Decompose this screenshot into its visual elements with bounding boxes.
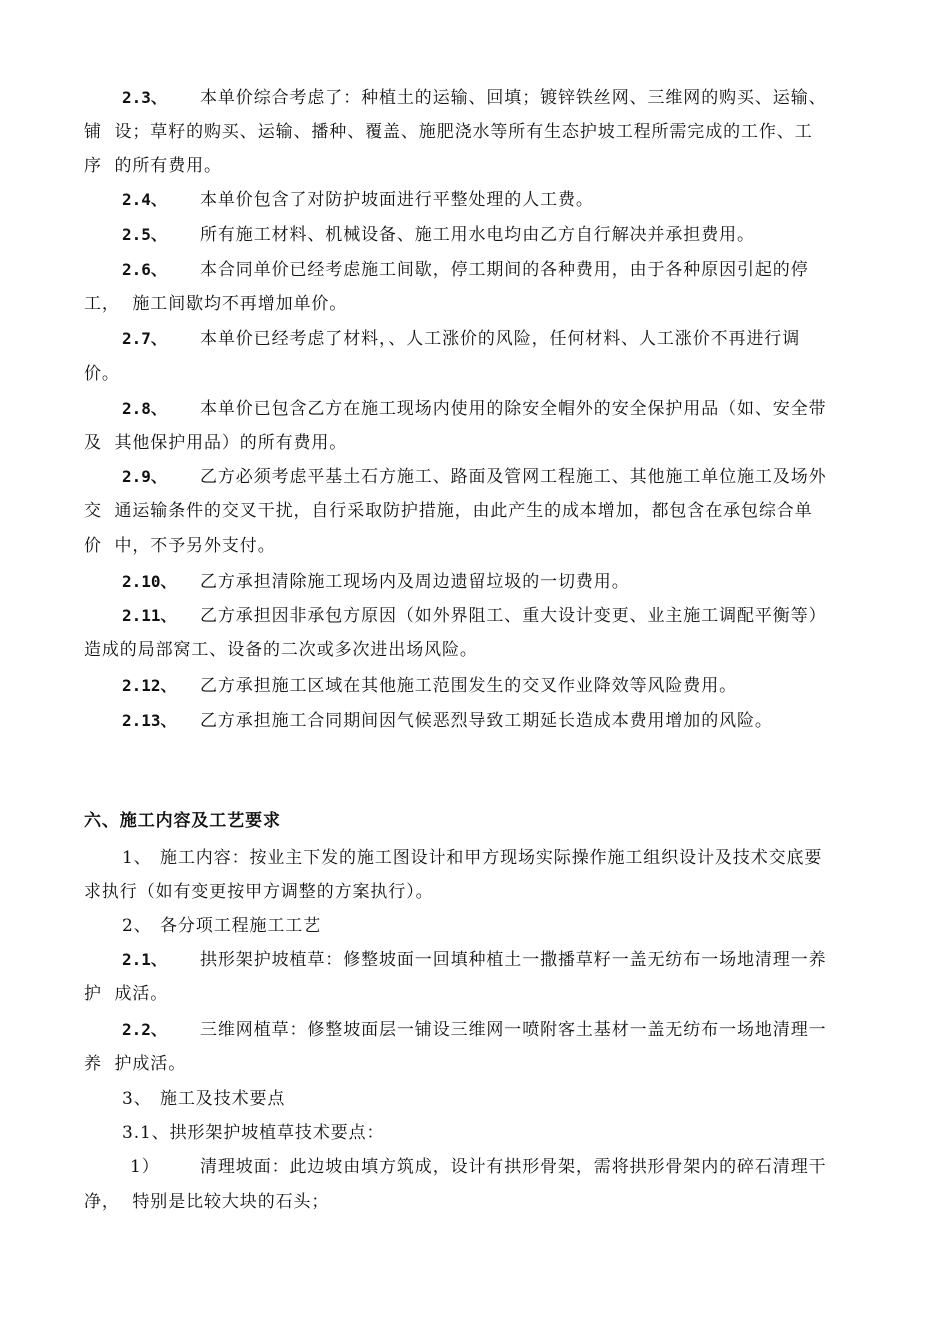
section-6-item-2-2-line-1: 三维网植草：修整坡面层一铺设三维网一喷附客土基材一盖无纺布一场地清理一 <box>200 1020 827 1040</box>
item-2-5-number: 2.5、 <box>122 225 167 244</box>
section-6-item-1-line-1: 施工内容：按业主下发的施工图设计和甲方现场实际操作施工组织设计及技术交底要 <box>160 848 823 868</box>
item-2-7-line-1: 本单价已经考虑了材料，、人工涨价的风险，任何材料、人工涨价不再进行调 <box>200 329 801 349</box>
item-2-6-line-1: 本合同单价已经考虑施工间歇，停工期间的各种费用，由于各种原因引起的停 <box>200 260 809 280</box>
item-2-10-number: 2.10、 <box>122 572 177 591</box>
item-2-10-line-1: 乙方承担清除施工现场内及周边遗留垃圾的一切费用。 <box>200 572 630 592</box>
item-2-7-line-2: 价。 <box>84 364 120 384</box>
section-6-item-2-1-line-2: 护 成活。 <box>84 984 169 1004</box>
section-6-item-1-number: 1、 <box>122 848 152 868</box>
section-6-item-3-number: 3、 <box>122 1089 152 1109</box>
item-2-3-number: 2.3、 <box>122 88 167 107</box>
item-2-7-number: 2.7、 <box>122 329 167 348</box>
section-6-item-2-2-number: 2.2、 <box>122 1020 167 1039</box>
item-2-4-number: 2.4、 <box>122 190 167 209</box>
item-2-12-line-1: 乙方承担施工区域在其他施工范围发生的交叉作业降效等风险费用。 <box>200 676 737 696</box>
item-2-11-number: 2.11、 <box>122 606 177 625</box>
item-2-8-line-2: 及 其他保护用品）的所有费用。 <box>84 433 348 453</box>
section-6-item-3-1-1-number: 1） <box>130 1157 160 1177</box>
section-6-item-2-text: 各分项工程施工工艺 <box>160 916 322 936</box>
item-2-8-number: 2.8、 <box>122 399 167 418</box>
item-2-13-number: 2.13、 <box>122 711 177 730</box>
section-6-item-2-number: 2、 <box>122 916 152 936</box>
item-2-6-line-2: 工， 施工间歇均不再增加单价。 <box>84 294 348 314</box>
item-2-5-line-1: 所有施工材料、机械设备、施工用水电均由乙方自行解决并承担费用。 <box>200 225 755 245</box>
item-2-3-line-1: 本单价综合考虑了：种植土的运输、回填；镀锌铁丝网、三维网的购买、运输、 <box>200 88 827 108</box>
item-2-3-line-3: 序 的所有费用。 <box>84 156 222 176</box>
item-2-9-line-3: 价 中，不予另外支付。 <box>84 536 276 556</box>
item-2-9-line-2: 交 通运输条件的交叉干扰，自行采取防护措施，由此产生的成本增加，都包含在承包综合单 <box>84 501 813 521</box>
item-2-12-number: 2.12、 <box>122 676 177 695</box>
section-6-item-2-1-number: 2.1、 <box>122 950 167 969</box>
item-2-4-line-1: 本单价包含了对防护坡面进行平整处理的人工费。 <box>200 190 594 210</box>
section-6-item-2-1-line-1: 拱形架护坡植草：修整坡面一回填种植土一撒播草籽一盖无纺布一场地清理一养 <box>200 950 827 970</box>
item-2-6-number: 2.6、 <box>122 260 167 279</box>
item-2-13-line-1: 乙方承担施工合同期间因气候恶烈导致工期延长造成本费用增加的风险。 <box>200 711 773 731</box>
section-6-item-3-1-1-line-2: 净， 特别是比较大块的石头； <box>84 1192 330 1212</box>
section-6-item-3-text: 施工及技术要点 <box>160 1089 286 1109</box>
item-2-11-line-1: 乙方承担因非承包方原因（如外界阻工、重大设计变更、业主施工调配平衡等） <box>200 606 827 626</box>
section-6-item-3-1-heading: 3.1、拱形架护坡植草技术要点： <box>122 1123 385 1143</box>
item-2-8-line-1: 本单价已包含乙方在施工现场内使用的除安全帽外的安全保护用品（如、安全带 <box>200 399 827 419</box>
item-2-3-line-2: 铺 设；草籽的购买、运输、播种、覆盖、施肥浇水等所有生态护坡工程所需完成的工作、工 <box>84 122 813 142</box>
item-2-11-line-2: 造成的局部窝工、设备的二次或多次进出场风险。 <box>84 640 478 660</box>
section-6-item-3-1-1-line-1: 清理坡面：此边坡由填方筑成，设计有拱形骨架，需将拱形骨架内的碎石清理干 <box>200 1157 827 1177</box>
section-6-heading: 六、施工内容及工艺要求 <box>84 811 281 831</box>
item-2-9-line-1: 乙方必须考虑平基土石方施工、路面及管网工程施工、其他施工单位施工及场外 <box>200 467 827 487</box>
section-6-item-2-2-line-2: 养 护成活。 <box>84 1054 187 1074</box>
item-2-9-number: 2.9、 <box>122 467 167 486</box>
section-6-item-1-line-2: 求执行（如有变更按甲方调整的方案执行）。 <box>84 882 434 902</box>
